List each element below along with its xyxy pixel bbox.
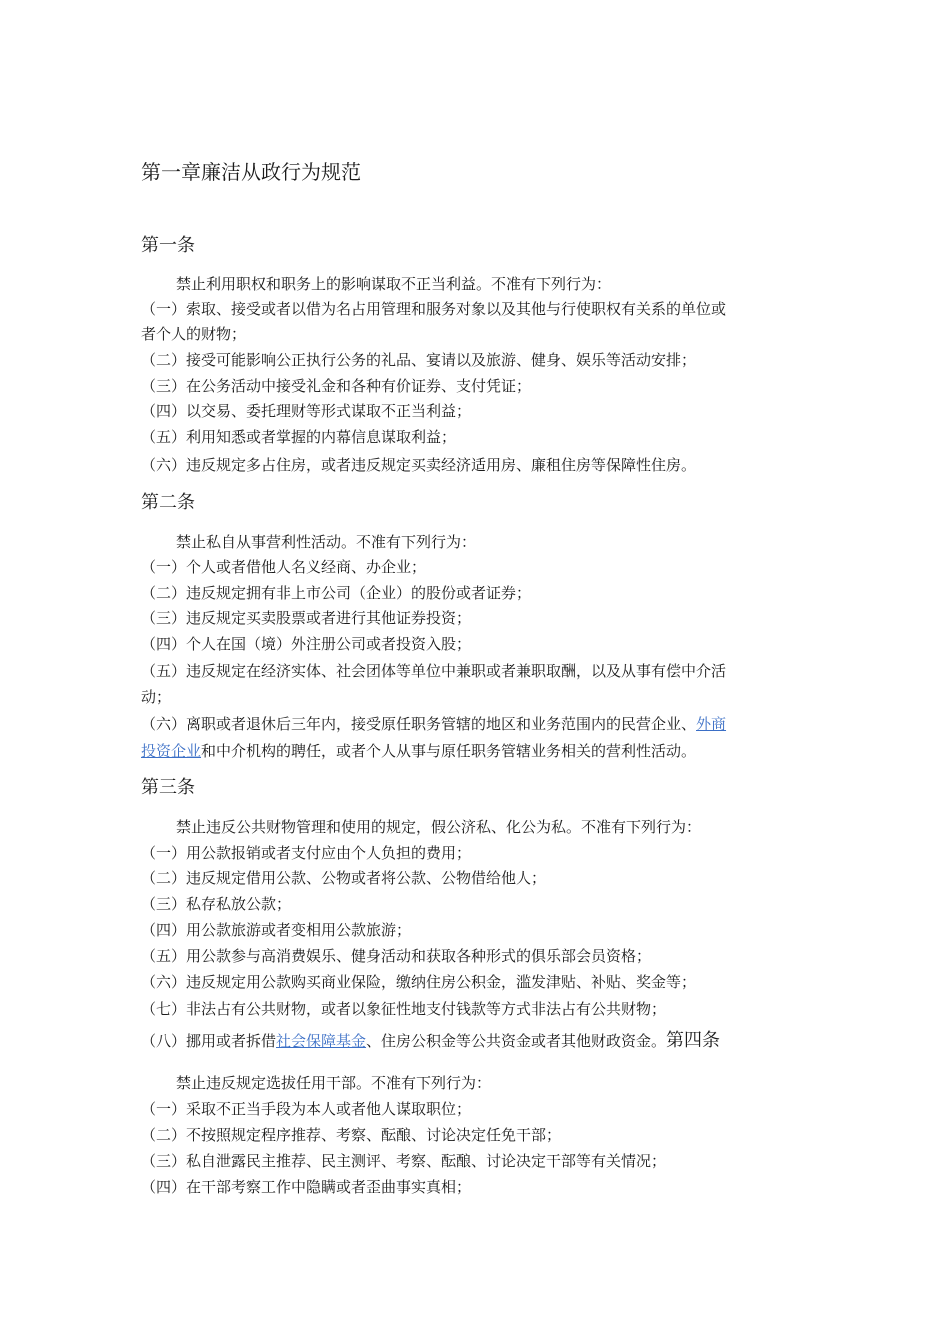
article-1-item-1-line-1: （一）索取、接受或者以借为名占用管理和服务对象以及其他与行使职权有关系的单位或 xyxy=(141,300,727,318)
article-3-item-1: （一）用公款报销或者支付应由个人负担的费用； xyxy=(141,844,472,862)
article-4-item-2: （二）不按照规定程序推荐、考察、酝酿、讨论决定任免干部； xyxy=(141,1126,562,1144)
article-1-intro: 禁止利用职权和职务上的影响谋取不正当利益。不准有下列行为： xyxy=(176,275,612,293)
article-4-intro: 禁止违反规定选拔任用干部。不准有下列行为： xyxy=(176,1074,492,1092)
article-4-item-1: （一）采取不正当手段为本人或者他人谋取职位； xyxy=(141,1100,472,1118)
article-3-item-8-rest: 、住房公积金等公共资金或者其他财政资金。 xyxy=(366,1032,667,1050)
article-2-item-5-line-2: 动； xyxy=(141,688,172,706)
social-security-fund-link[interactable]: 社会保障基金 xyxy=(276,1032,367,1050)
article-1-item-2: （二）接受可能影响公正执行公务的礼品、宴请以及旅游、健身、娱乐等活动安排； xyxy=(141,351,697,369)
article-1-heading: 第一条 xyxy=(141,235,195,256)
article-3-item-2: （二）违反规定借用公款、公物或者将公款、公物借给他人； xyxy=(141,869,547,887)
article-3-intro: 禁止违反公共财物管理和使用的规定，假公济私、化公为私。不准有下列行为： xyxy=(176,818,702,836)
article-3-heading: 第三条 xyxy=(141,777,195,798)
article-3-item-8-text: （八）挪用或者拆借 xyxy=(141,1032,277,1050)
article-2-item-2: （二）违反规定拥有非上市公司（企业）的股份或者证券； xyxy=(141,584,532,602)
foreign-investment-link[interactable]: 外商 xyxy=(696,715,727,733)
article-4-heading: 第四条 xyxy=(666,1030,721,1051)
article-1-item-4: （四）以交易、委托理财等形式谋取不正当利益； xyxy=(141,402,472,420)
article-2-item-3: （三）违反规定买卖股票或者进行其他证券投资； xyxy=(141,609,472,627)
article-3-item-8 xyxy=(141,1029,720,1053)
article-1-item-6: （六）违反规定多占住房，或者违反规定买卖经济适用房、廉租住房等保障性住房。 xyxy=(141,456,697,474)
article-4-item-4: （四）在干部考察工作中隐瞒或者歪曲事实真相； xyxy=(141,1178,472,1196)
article-1-item-1-line-2: 者个人的财物； xyxy=(141,325,247,343)
article-2-heading: 第二条 xyxy=(141,492,195,513)
article-3-item-7: （七）非法占有公共财物，或者以象征性地支付钱款等方式非法占有公共财物； xyxy=(141,1000,667,1018)
article-2-item-1: （一）个人或者借他人名义经商、办企业； xyxy=(141,558,427,576)
article-2-item-6-line-1 xyxy=(141,712,726,736)
foreign-investment-enterprise-link[interactable]: 投资企业 xyxy=(141,742,202,760)
article-2-item-5-line-1: （五）违反规定在经济实体、社会团体等单位中兼职或者兼职取酬，以及从事有偿中介活 xyxy=(141,662,727,680)
article-3-item-3: （三）私存私放公款； xyxy=(141,895,292,913)
article-2-item-6-text: （六）离职或者退休后三年内，接受原任职务管辖的地区和业务范围内的民营企业、 xyxy=(141,715,697,733)
article-3-item-6: （六）违反规定用公款购买商业保险，缴纳住房公积金，滥发津贴、补贴、奖金等； xyxy=(141,973,697,991)
article-1-item-5: （五）利用知悉或者掌握的内幕信息谋取利益； xyxy=(141,428,457,446)
article-1-item-3: （三）在公务活动中接受礼金和各种有价证券、支付凭证； xyxy=(141,377,532,395)
article-4-item-3: （三）私自泄露民主推荐、民主测评、考察、酝酿、讨论决定干部等有关情况； xyxy=(141,1152,667,1170)
article-2-item-4: （四）个人在国（境）外注册公司或者投资入股； xyxy=(141,635,472,653)
article-2-item-6-line-2 xyxy=(141,739,696,763)
article-3-item-5: （五）用公款参与高消费娱乐、健身活动和获取各种形式的俱乐部会员资格； xyxy=(141,947,652,965)
article-2-intro: 禁止私自从事营利性活动。不准有下列行为： xyxy=(176,533,477,551)
chapter-title: 第一章廉洁从政行为规范 xyxy=(141,160,361,184)
article-3-item-4: （四）用公款旅游或者变相用公款旅游； xyxy=(141,921,412,939)
article-2-item-6-rest: 和中介机构的聘任，或者个人从事与原任职务管辖业务相关的营利性活动。 xyxy=(201,742,697,760)
